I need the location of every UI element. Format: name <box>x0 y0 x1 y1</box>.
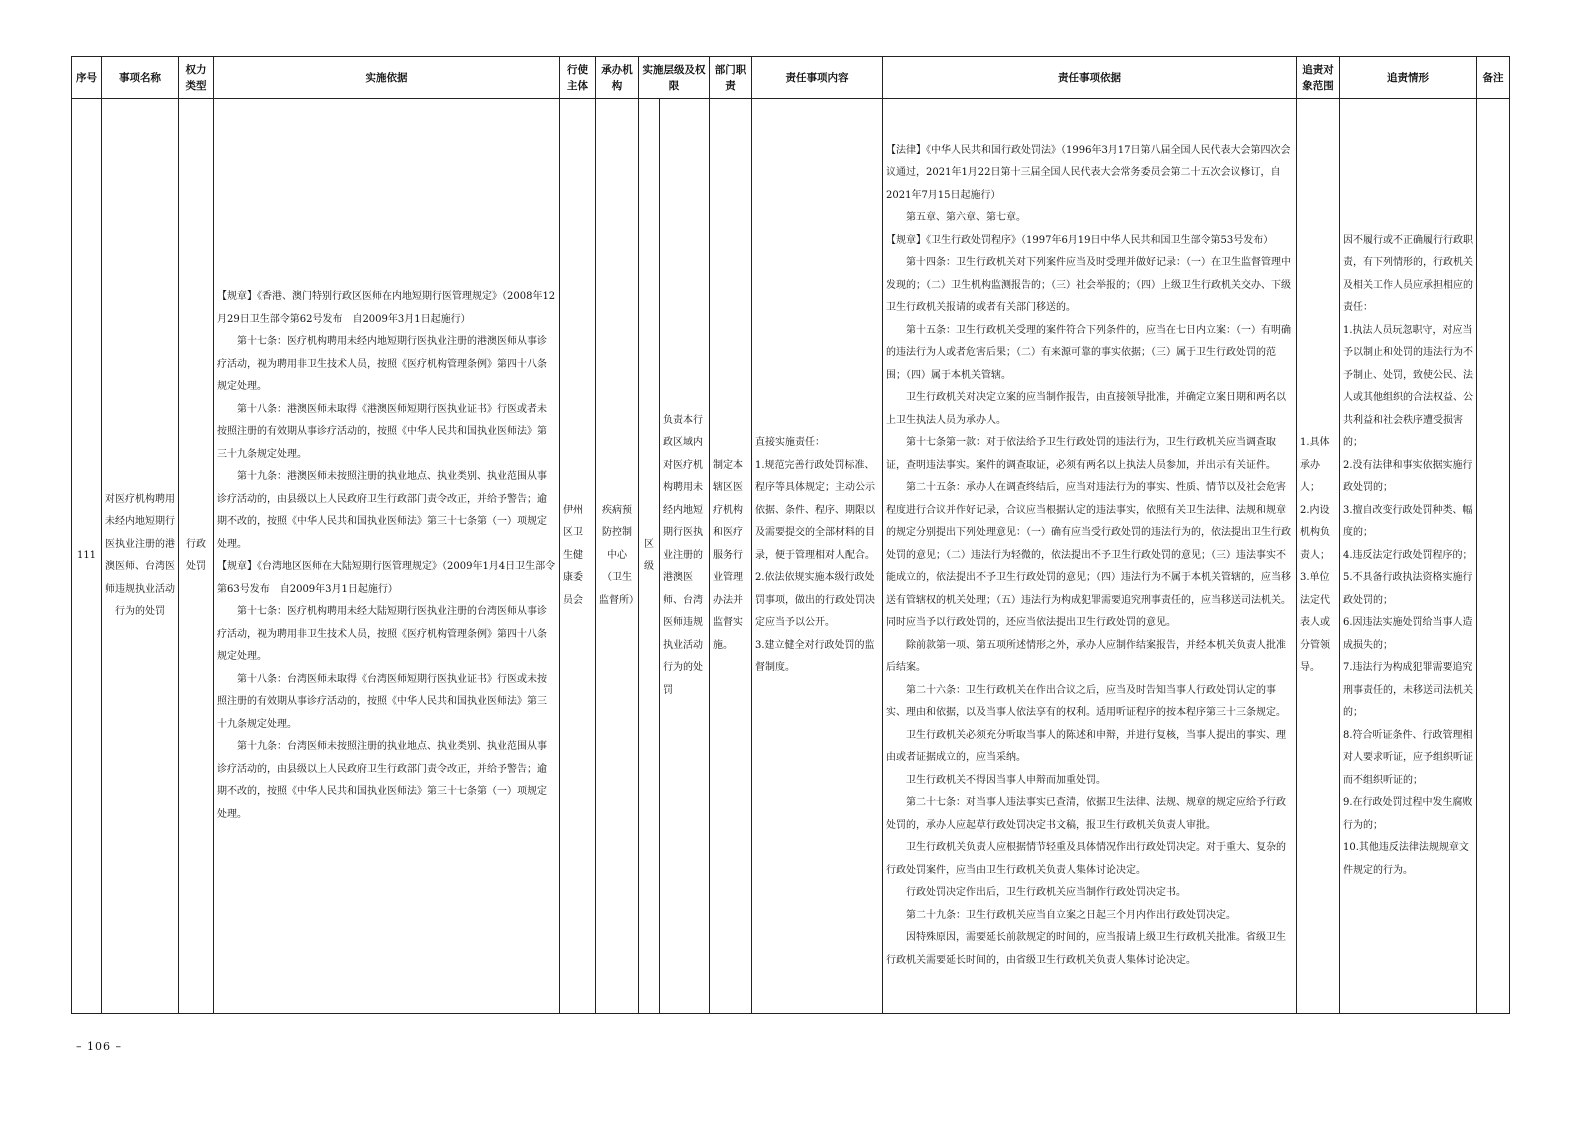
situation-line: 10.其他违反法律法规规章文件规定的行为。 <box>1343 842 1469 876</box>
basis-paragraph: 第十七条：医疗机构聘用未经大陆短期行医执业注册的台湾医师从事诊疗活动，视为聘用非卫生技术人员，按照《医疗机构管理条例》第四十八条规定处理。 <box>217 606 547 662</box>
page-number: – 106 – <box>76 1040 122 1053</box>
resp-basis-paragraph: 第十五条：卫生行政机关受理的案件符合下列条件的，应当在七日内立案：（一）有明确的违法行为人或者危害后果；（二）有来源可靠的事实依据；（三）属于卫生行政处罚的范围；（四）属于本机关管辖。 <box>886 324 1291 381</box>
situation-line: 2.没有法律和事实依据实施行政处罚的； <box>1343 459 1473 494</box>
resp-basis-paragraph: 第十四条：卫生行政机关对下列案件应当及时受理并做好记录：（一）在卫生监督管理中发现的；（二）卫生机构监测报告的；（三）社会举报的；（四）上级卫生行政机关交办、下级卫生行政机关报请的或者有关部门移送的。 <box>886 257 1291 314</box>
resp-content-line: 1.规范完善行政处罚标准、程序等具体规定；主动公示依据、条件、程序、期限以及需要提交的全部材料的目录，便于管理相对人配合。 <box>755 459 875 561</box>
header-organ: 承办机构 <box>596 57 639 99</box>
situation-line: 6.因违法实施处罚给当事人造成损失的； <box>1343 617 1473 651</box>
header-resp-content: 责任事项内容 <box>752 57 883 99</box>
header-resp-basis: 责任事项依据 <box>883 57 1297 99</box>
basis-paragraph: 第十九条：台湾医师未按照注册的执业地点、执业类别、执业范围从事诊疗活动的，由县级以上人民政府卫生行政部门责令改正，并给予警告；逾期不改的，按照《中华人民共和国执业医师法》第三十七条第（一）项规定处理。 <box>217 741 547 820</box>
basis-paragraph: 第十八条：港澳医师未取得《港澳医师短期行医执业证书》行医或者未按照注册的有效期从事诊疗活动的，按照《中华人民共和国执业医师法》第三十九条规定处理。 <box>217 403 547 460</box>
resp-basis-paragraph: 第二十七条：对当事人违法事实已查清，依据卫生法律、法规、规章的规定应给予行政处罚的，承办人应起草行政处罚决定书文稿，报卫生行政机关负责人审批。 <box>886 797 1286 831</box>
resp-basis-paragraph: 【规章】《卫生行政处罚程序》（1997年6月19日中华人民共和国卫生部令第53号发布） <box>886 234 1274 246</box>
resp-basis-paragraph: 第十七条第一款：对于依法给予卫生行政处罚的违法行为，卫生行政机关应当调查取证，查明违法事实。案件的调查取证，必须有两名以上执法人员参加，并出示有关证件。 <box>886 437 1276 471</box>
situation-line: 3.擅自改变行政处罚种类、幅度的； <box>1343 504 1473 539</box>
cell-target <box>1297 99 1340 1014</box>
cell-subject: 伊州区卫生健康委员会 <box>560 99 596 1014</box>
situation-line: 7.违法行为构成犯罪需要追究刑事责任的，未移送司法机关的； <box>1343 662 1473 719</box>
basis-paragraph: 第十九条：港澳医师未按照注册的执业地点、执业类别、执业范围从事诊疗活动的，由县级以上人民政府卫生行政部门责令改正，并给予警告；逾期不改的，按照《中华人民共和国执业医师法》第三十七条第（一）项规定处理。 <box>217 471 547 550</box>
resp-basis-paragraph: 第二十五条：承办人在调查终结后，应当对违法行为的事实、性质、情节以及社会危害程度进行合议并作好记录，合议应当根据认定的违法事实，依照有关卫生法律、法规和规章的规定分别提出下列处理意见：（一）确有应当受行政处罚的违法行为的，依法提出卫生行政处罚的意见；（二）违法行为轻微的，依法提出不予卫生行政处罚的意见；（三）违法事实不能成立的，依法提出不予卫生行政处罚的意见；（四）违法行为不属于本机关管辖的，应当移送有管辖权的机关处理；（五）违法行为构成犯罪需要追究刑事责任的，应当移送司法机关。同时应当予以行政处罚的，还应当依法提出卫生行政处罚的意见。 <box>886 482 1291 629</box>
resp-content-line: 3.建立健全对行政处罚的监督制度。 <box>755 639 875 674</box>
situation-line: 因不履行或不正确履行行政职责，有下列情形的，行政机关及相关工作人员应承担相应的责任： <box>1343 234 1473 314</box>
basis-paragraph: 第十七条：医疗机构聘用未经内地短期行医执业注册的港澳医师从事诊疗活动，视为聘用非卫生技术人员，按照《医疗机构管理条例》第四十八条规定处理。 <box>217 336 547 392</box>
cell-level-scope: 负责本行政区域内对医疗机构聘用未经内地短期行医执业注册的港澳医师、台湾医师违规执业活动行为的处罚 <box>660 99 710 1014</box>
cell-resp-basis <box>883 99 1297 1014</box>
cell-power-type: 行政处罚 <box>179 99 214 1014</box>
basis-paragraph: 【规章】《香港、澳门特别行政区医师在内地短期行医管理规定》（2008年12月29日卫生部令第62号发布 自2009年3月1日起施行） <box>217 291 556 325</box>
resp-basis-paragraph: 行政处罚决定作出后，卫生行政机关应当制作行政处罚决定书。 <box>906 887 1186 899</box>
cell-duty: 制定本辖区医疗机构和医疗服务行业管理办法并监督实施。 <box>710 99 752 1014</box>
cell-resp-content <box>752 99 883 1014</box>
basis-paragraph: 【规章】《台湾地区医师在大陆短期行医管理规定》（2009年1月4日卫生部令第63号发布 自2009年3月1日起施行） <box>217 561 556 595</box>
header-seq: 序号 <box>72 57 102 99</box>
cell-organ: 疾病预防控制中心（卫生监督所） <box>596 99 639 1014</box>
cell-seq: 111 <box>72 99 102 1014</box>
resp-content-line: 直接实施责任： <box>755 437 825 449</box>
cell-basis <box>214 99 560 1014</box>
header-target: 追责对象范围 <box>1297 57 1340 99</box>
situation-line: 9.在行政处罚过程中发生腐败行为的； <box>1343 797 1473 831</box>
target-line: 3.单位法定代表人或分管领导。 <box>1300 572 1330 674</box>
resp-basis-paragraph: 第二十九条：卫生行政机关应当自立案之日起三个月内作出行政处罚决定。 <box>906 909 1236 921</box>
resp-basis-paragraph: 除前款第一项、第五项所述情形之外，承办人应制作结案报告，并经本机关负责人批准后结案。 <box>886 639 1286 674</box>
basis-paragraph: 第十八条：台湾医师未取得《台湾医师短期行医执业证书》行医或未按照注册的有效期从事诊疗活动的，按照《中华人民共和国执业医师法》第三十九条规定处理。 <box>217 673 547 730</box>
header-situations: 追责情形 <box>1340 57 1477 99</box>
cell-name: 对医疗机构聘用未经内地短期行医执业注册的港澳医师、台湾医师违规执业活动行为的处罚 <box>102 99 179 1014</box>
header-name: 事项名称 <box>102 57 179 99</box>
resp-basis-paragraph: 【法律】《中华人民共和国行政处罚法》（1996年3月17日第八届全国人民代表大会第四次会议通过，2021年1月22日第十三届全国人民代表大会常务委员会第二十五次会议修订，自2021年7月15日起施行） <box>886 144 1291 201</box>
resp-basis-paragraph: 第五章、第六章、第七章。 <box>906 212 1026 224</box>
resp-basis-paragraph: 卫生行政机关不得因当事人申辩而加重处罚。 <box>906 774 1106 786</box>
situation-line: 5.不具备行政执法资格实施行政处罚的； <box>1343 572 1473 606</box>
header-basis: 实施依据 <box>214 57 560 99</box>
cell-remark <box>1477 99 1510 1014</box>
situation-line: 1.执法人员玩忽职守，对应当予以制止和处罚的违法行为不予制止、处罚，致使公民、法人或其他组织的合法权益、公共利益和社会秩序遭受损害的； <box>1343 324 1473 449</box>
situation-line: 4.违反法定行政处罚程序的； <box>1343 549 1473 561</box>
cell-situations <box>1340 99 1477 1014</box>
resp-basis-paragraph: 第二十六条：卫生行政机关在作出合议之后，应当及时告知当事人行政处罚认定的事实、理由和依据，以及当事人依法享有的权利。适用听证程序的按本程序第三十三条规定。 <box>886 684 1286 719</box>
cell-level: 区级 <box>639 99 660 1014</box>
header-row <box>72 57 1510 99</box>
header-subject: 行使主体 <box>560 57 596 99</box>
resp-basis-paragraph: 卫生行政机关对决定立案的应当制作报告，由直接领导批准，并确定立案日期和两名以上卫生执法人员为承办人。 <box>886 392 1286 426</box>
header-power-type: 权力类型 <box>179 57 214 99</box>
target-line: 1.具体承办人； <box>1300 437 1330 494</box>
resp-basis-paragraph: 卫生行政机关负责人应根据情节轻重及具体情况作出行政处罚决定。对于重大、复杂的行政处罚案件，应当由卫生行政机关负责人集体讨论决定。 <box>886 842 1286 876</box>
resp-basis-paragraph: 因特殊原因，需要延长前款规定的时间的，应当报请上级卫生行政机关批准。省级卫生行政机关需要延长时间的，由省级卫生行政机关负责人集体讨论决定。 <box>886 932 1286 966</box>
responsibility-table <box>71 56 1510 1014</box>
table-row <box>72 99 1510 1014</box>
resp-content-line: 2.依法依规实施本级行政处罚事项，做出的行政处罚决定应当予以公开。 <box>755 572 875 629</box>
resp-basis-paragraph: 卫生行政机关必须充分听取当事人的陈述和申辩，并进行复核，当事人提出的事实、理由或者证据成立的，应当采纳。 <box>886 729 1286 764</box>
header-remark: 备注 <box>1477 57 1510 99</box>
header-level: 实施层级及权限 <box>639 57 710 99</box>
situation-line: 8.符合听证条件、行政管理相对人要求听证，应予组织听证而不组织听证的； <box>1343 729 1473 786</box>
header-duty: 部门职责 <box>710 57 752 99</box>
target-line: 2.内设机构负责人； <box>1300 504 1330 561</box>
